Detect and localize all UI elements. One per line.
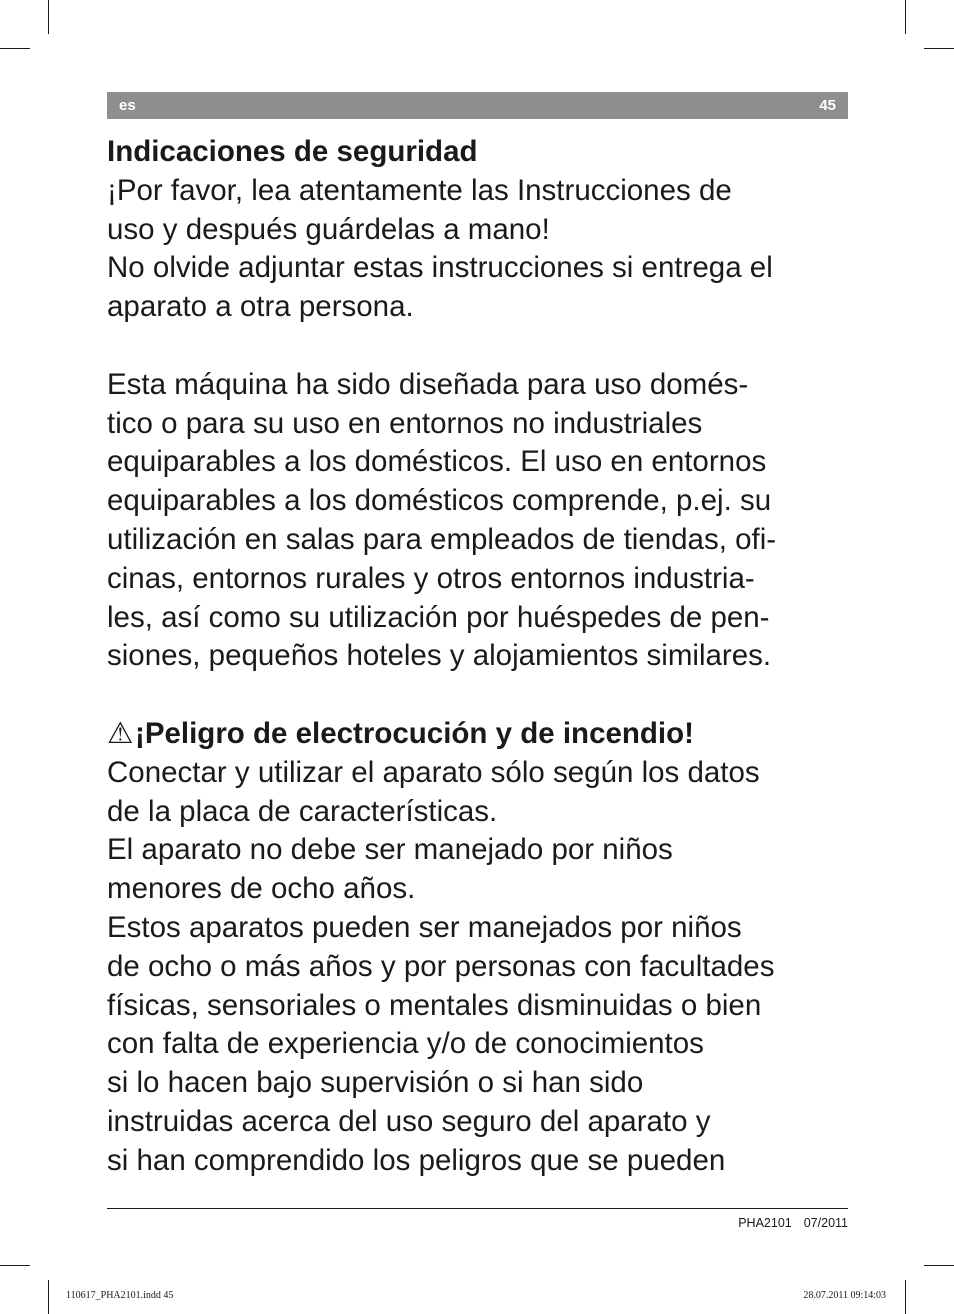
slug-file: 110617_PHA2101.indd 45 [66, 1290, 174, 1301]
crop-mark [905, 1280, 906, 1314]
text-line: Estos aparatos pueden ser manejados por niños [107, 910, 742, 944]
crop-mark [48, 1280, 49, 1314]
text-line: cinas, entornos rurales y otros entornos industria- [107, 561, 755, 595]
text-line: utilización en salas para empleados de tiendas, ofi- [107, 522, 777, 556]
text-line: aparato a otra persona. [107, 290, 414, 324]
document-body [107, 133, 867, 1181]
text-line: uso y después guárdelas a mano! [107, 212, 550, 246]
page-number: 45 [819, 97, 836, 114]
text-line: siones, pequeños hoteles y alojamientos similares. [107, 639, 772, 673]
text-line: No olvide adjuntar estas instrucciones si entrega el [107, 251, 773, 285]
text-line: equiparables a los domésticos. El uso en entornos [107, 445, 767, 479]
usage-paragraph [107, 366, 867, 676]
text-line: equiparables a los domésticos comprende, p.ej. su [107, 484, 772, 518]
model-number: PHA2101 [738, 1216, 792, 1230]
text-line: si han comprendido los peligros que se pueden [107, 1143, 726, 1177]
text-line: menores de ocho años. [107, 872, 416, 906]
section-heading: Indicaciones de seguridad [107, 135, 478, 168]
text-line: de la placa de características. [107, 794, 498, 828]
text-line: les, así como su utilización por huéspedes de pen- [107, 600, 770, 634]
text-line: físicas, sensoriales o mentales disminuidas o bien [107, 988, 762, 1022]
crop-mark [905, 0, 906, 34]
intro-paragraph [107, 172, 867, 327]
page-header-bar [107, 92, 848, 119]
crop-mark [924, 48, 954, 49]
text-line: de ocho o más años y por personas con facultades [107, 949, 775, 983]
text-line: tico o para su uso en entornos no industriales [107, 406, 703, 440]
text-line: con falta de experiencia y/o de conocimientos [107, 1027, 704, 1061]
text-line: si lo hacen bajo supervisión o si han sido [107, 1066, 644, 1100]
crop-mark [0, 48, 30, 49]
warning-paragraph [107, 754, 867, 1181]
warning-icon: ⚠ [107, 716, 134, 750]
edition-date: 07/2011 [803, 1216, 848, 1230]
crop-mark [48, 0, 49, 34]
text-line: Conectar y utilizar el aparato sólo según los datos [107, 755, 760, 789]
footer-rule [107, 1208, 848, 1209]
crop-mark [924, 1265, 954, 1266]
text-line: Esta máquina ha sido diseñada para uso domés- [107, 367, 749, 401]
text-line: El aparato no debe ser manejado por niños [107, 833, 673, 867]
crop-mark [0, 1265, 30, 1266]
text-line: ¡Por favor, lea atentamente las Instrucciones de [107, 173, 732, 207]
text-line: instruidas acerca del uso seguro del aparato y [107, 1104, 711, 1138]
warning-heading: ⚠¡Peligro de electrocución y de incendio! [107, 715, 867, 754]
language-code: es [119, 97, 136, 114]
footer-info [738, 1216, 848, 1230]
slug-timestamp: 28.07.2011 09:14:03 [803, 1290, 886, 1301]
